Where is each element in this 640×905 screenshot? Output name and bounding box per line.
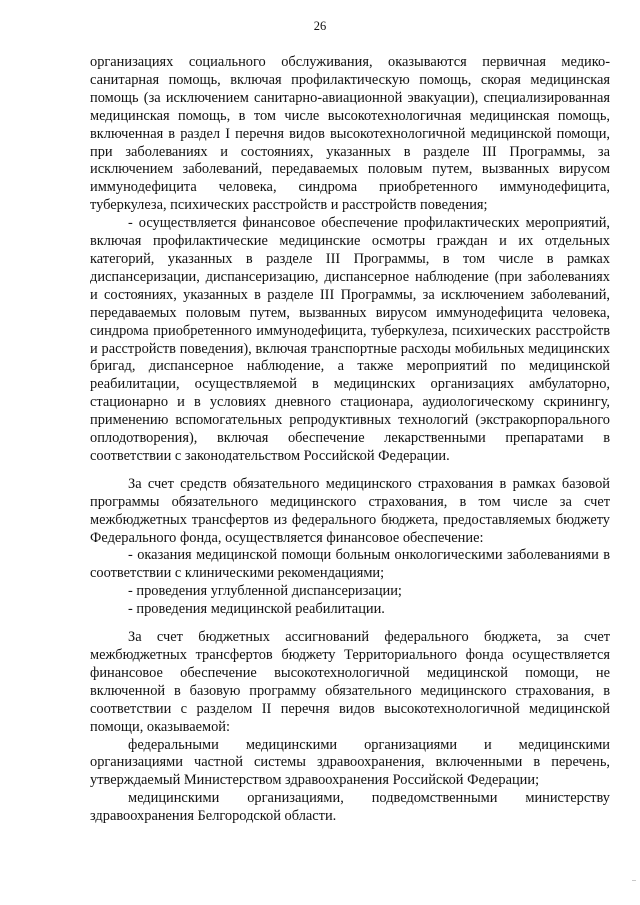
list-item-dispensary: - проведения углубленной диспансеризации; [128,583,402,600]
paragraph-regional-organizations: медицинскими организациями, подведомственными министерству здравоохранения Белгородской области. [90,790,610,825]
paragraph-continuation: организациях социального обслуживания, оказываются первичная медико-санитарная помощь, включая профилактическую помощь, скорая медицинская помощь (за исключением санитарно-авиационной эвакуации), специализированная медицинская помощь, в том числе высокотехнологичная медицинская помощь, включенная в раздел I перечня видов высокотехнологичной медицинской помощи, при заболеваниях и состояниях, указанных в разделе III Программы, за исключением заболеваний, передаваемых половым путем, вызванных вирусом иммунодефицита человека, синдрома приобретенного иммунодефицита, туберкулеза, психических расстройств и расстройств поведения; [90,54,610,214]
paragraph-federal-budget: За счет бюджетных ассигнований федерального бюджета, за счет межбюджетных трансфертов бюджету Территориального фонда осуществляется финансовое обеспечение высокотехнологичной медицинской помощи, не включенной в базовую программу обязательного медицинского страхования, в соответствии с разделом II перечня видов высокотехнологичной медицинской помощи, оказываемой: [90,629,610,735]
paragraph-oms-financing: За счет средств обязательного медицинского страхования в рамках базовой программы обязательного медицинского страхования, в том числе за счет межбюджетных трансфертов из федерального бюджета, предоставляемых бюджету Федерального фонда, осуществляется финансовое обеспечение: [90,475,610,546]
paragraph-preventive-financing: - осуществляется финансовое обеспечение профилактических мероприятий, включая профилактические медицинские осмотры граждан и их отдельных категорий, указанных в разделе III Программы, в том числе в рамках диспансеризации, диспансеризацию, диспансерное наблюдение (при заболеваниях и состояниях, указанных в разделе III Программы, за исключением заболеваний, передаваемых половым путем, вызванных вирусом иммунодефицита человека, синдрома приобретенного иммунодефицита, туберкулеза, психических расстройств и расстройств поведения), включая транспортные расходы мобильных медицинских бригад, диспансерное наблюдение, а также мероприятий по медицинской реабилитации, осуществляемой в медицинских организациях амбулаторно, стационарно и в условиях дневного стационара, аудиологическому скринингу, применению вспомогательных репродуктивных технологий (экстракорпорального оплодотворения), включая обеспечение лекарственными препаратами в соответствии с законодательством Российской Федерации. [90,215,610,464]
paragraph-federal-organizations: федеральными медицинскими организациями и медицинскими организациями частной системы здравоохранения, включенными в перечень, утверждаемый Министерством здравоохранения Российской Федерации; [90,736,610,789]
scan-edge-mark [632,880,636,881]
list-item-rehabilitation: - проведения медицинской реабилитации. [128,601,385,618]
document-body [90,54,610,826]
list-item-oncology: - оказания медицинской помощи больным онкологическими заболеваниями в соответствии с клиническими рекомендациями; [90,547,610,582]
page-number: 26 [313,19,327,33]
